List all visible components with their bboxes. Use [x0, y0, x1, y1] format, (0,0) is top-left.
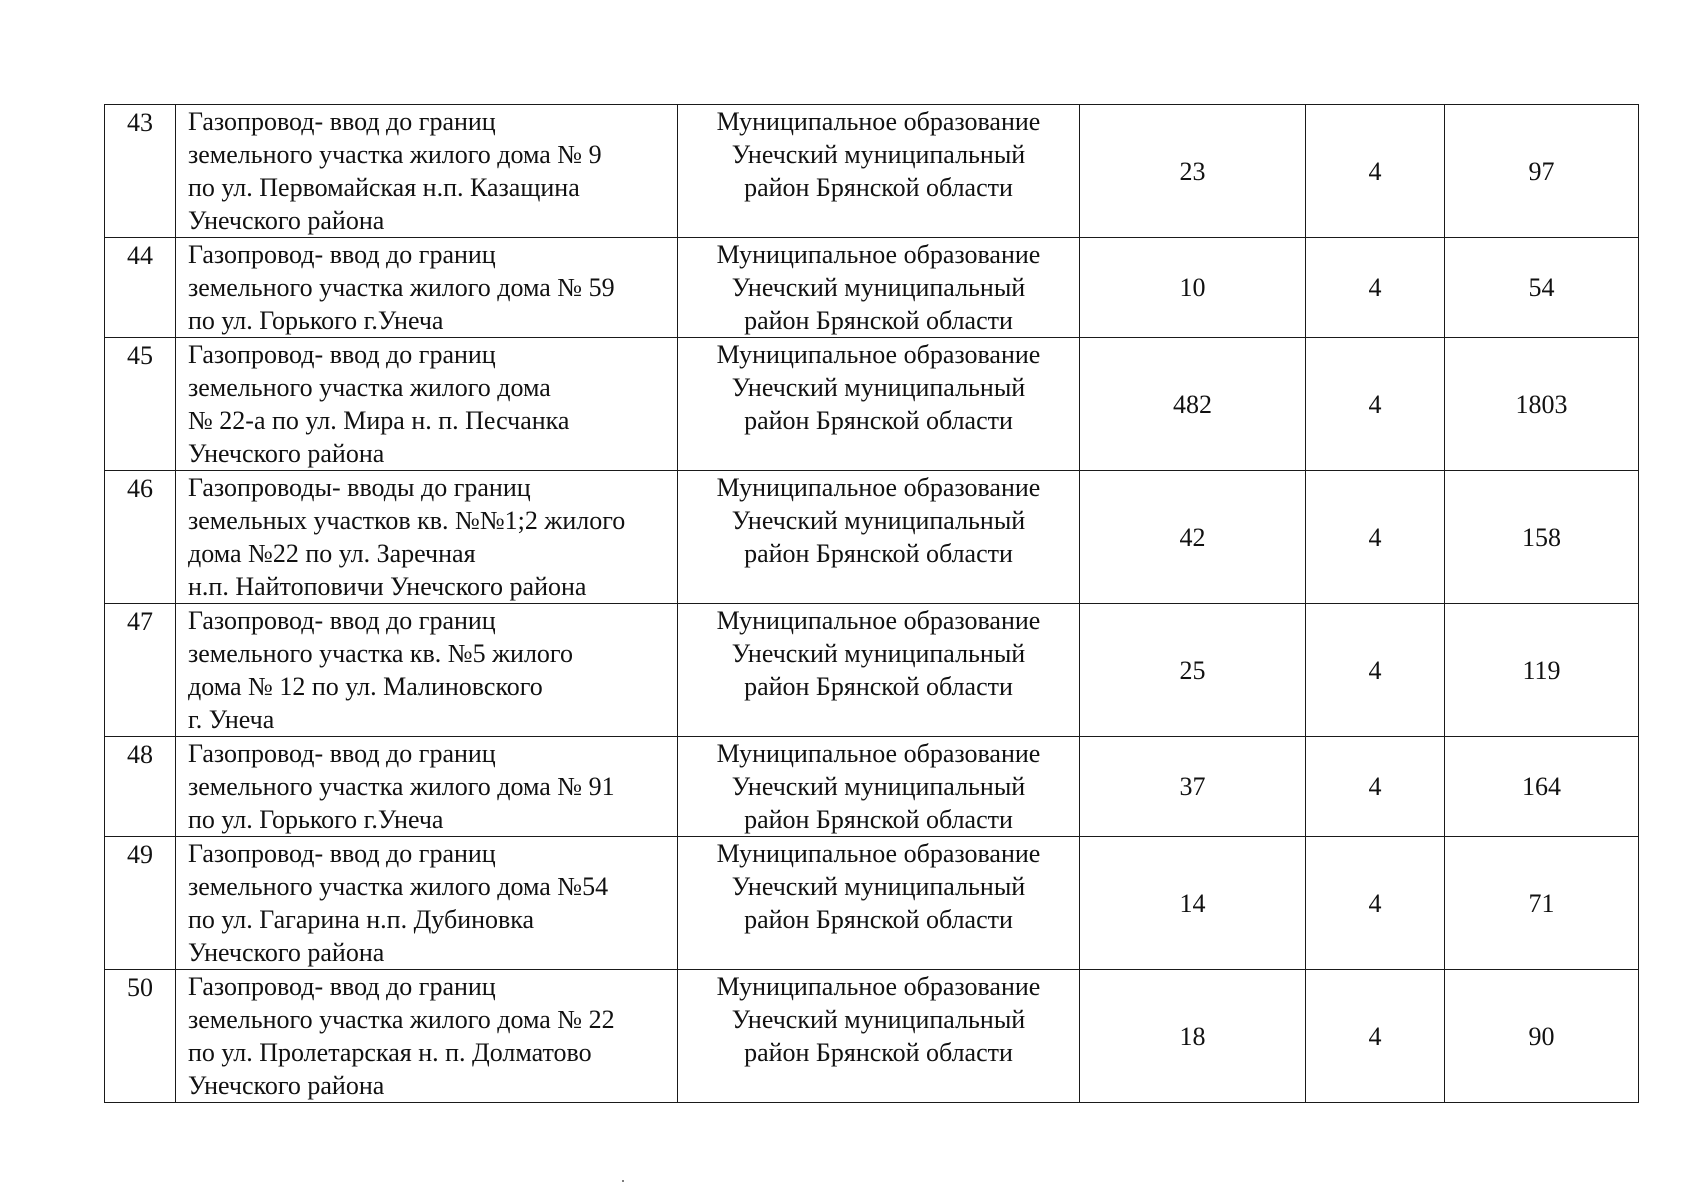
scan-speck	[622, 1180, 624, 1182]
length-value: 23	[1080, 105, 1306, 238]
length-value: 482	[1080, 338, 1306, 471]
registry-table	[104, 104, 1639, 1103]
cost-value: 1803	[1445, 338, 1639, 471]
object-name: Газопровод- ввод до границ земельного участка жилого дома № 22 по ул. Пролетарская н. п. Долматово Унечского района	[176, 970, 678, 1103]
category-value: 4	[1306, 737, 1445, 837]
owner: Муниципальное образование Унечский муниципальный район Брянской области	[678, 737, 1080, 837]
length-value: 42	[1080, 471, 1306, 604]
category-value: 4	[1306, 471, 1445, 604]
owner: Муниципальное образование Унечский муниципальный район Брянской области	[678, 338, 1080, 471]
registry-table-body	[105, 105, 1639, 1103]
table-row	[105, 338, 1639, 471]
owner: Муниципальное образование Унечский муниципальный район Брянской области	[678, 238, 1080, 338]
owner: Муниципальное образование Унечский муниципальный район Брянской области	[678, 105, 1080, 238]
object-name: Газопровод- ввод до границ земельного участка кв. №5 жилого дома № 12 по ул. Малиновского г. Унеча	[176, 604, 678, 737]
object-name: Газопроводы- вводы до границ земельных участков кв. №№1;2 жилого дома №22 по ул. Заречная н.п. Найтоповичи Унечского района	[176, 471, 678, 604]
object-name: Газопровод- ввод до границ земельного участка жилого дома № 22-а по ул. Мира н. п. Песчанка Унечского района	[176, 338, 678, 471]
category-value: 4	[1306, 837, 1445, 970]
row-number: 43	[105, 105, 176, 238]
owner: Муниципальное образование Унечский муниципальный район Брянской области	[678, 837, 1080, 970]
table-row	[105, 238, 1639, 338]
owner: Муниципальное образование Унечский муниципальный район Брянской области	[678, 471, 1080, 604]
object-name: Газопровод- ввод до границ земельного участка жилого дома № 91 по ул. Горького г.Унеча	[176, 737, 678, 837]
table-row	[105, 837, 1639, 970]
row-number: 45	[105, 338, 176, 471]
owner: Муниципальное образование Унечский муниципальный район Брянской области	[678, 970, 1080, 1103]
row-number: 44	[105, 238, 176, 338]
length-value: 25	[1080, 604, 1306, 737]
length-value: 10	[1080, 238, 1306, 338]
owner: Муниципальное образование Унечский муниципальный район Брянской области	[678, 604, 1080, 737]
category-value: 4	[1306, 238, 1445, 338]
cost-value: 158	[1445, 471, 1639, 604]
object-name: Газопровод- ввод до границ земельного участка жилого дома № 9 по ул. Первомайская н.п. Казащина Унечского района	[176, 105, 678, 238]
object-name: Газопровод- ввод до границ земельного участка жилого дома № 59 по ул. Горького г.Унеча	[176, 238, 678, 338]
row-number: 50	[105, 970, 176, 1103]
table-row	[105, 604, 1639, 737]
length-value: 37	[1080, 737, 1306, 837]
cost-value: 90	[1445, 970, 1639, 1103]
category-value: 4	[1306, 338, 1445, 471]
row-number: 47	[105, 604, 176, 737]
cost-value: 54	[1445, 238, 1639, 338]
cost-value: 71	[1445, 837, 1639, 970]
length-value: 18	[1080, 970, 1306, 1103]
category-value: 4	[1306, 970, 1445, 1103]
cost-value: 119	[1445, 604, 1639, 737]
table-row	[105, 970, 1639, 1103]
table-row	[105, 471, 1639, 604]
table-row	[105, 105, 1639, 238]
cost-value: 164	[1445, 737, 1639, 837]
length-value: 14	[1080, 837, 1306, 970]
table-row	[105, 737, 1639, 837]
row-number: 46	[105, 471, 176, 604]
row-number: 49	[105, 837, 176, 970]
category-value: 4	[1306, 604, 1445, 737]
row-number: 48	[105, 737, 176, 837]
category-value: 4	[1306, 105, 1445, 238]
cost-value: 97	[1445, 105, 1639, 238]
object-name: Газопровод- ввод до границ земельного участка жилого дома №54 по ул. Гагарина н.п. Дубиновка Унечского района	[176, 837, 678, 970]
